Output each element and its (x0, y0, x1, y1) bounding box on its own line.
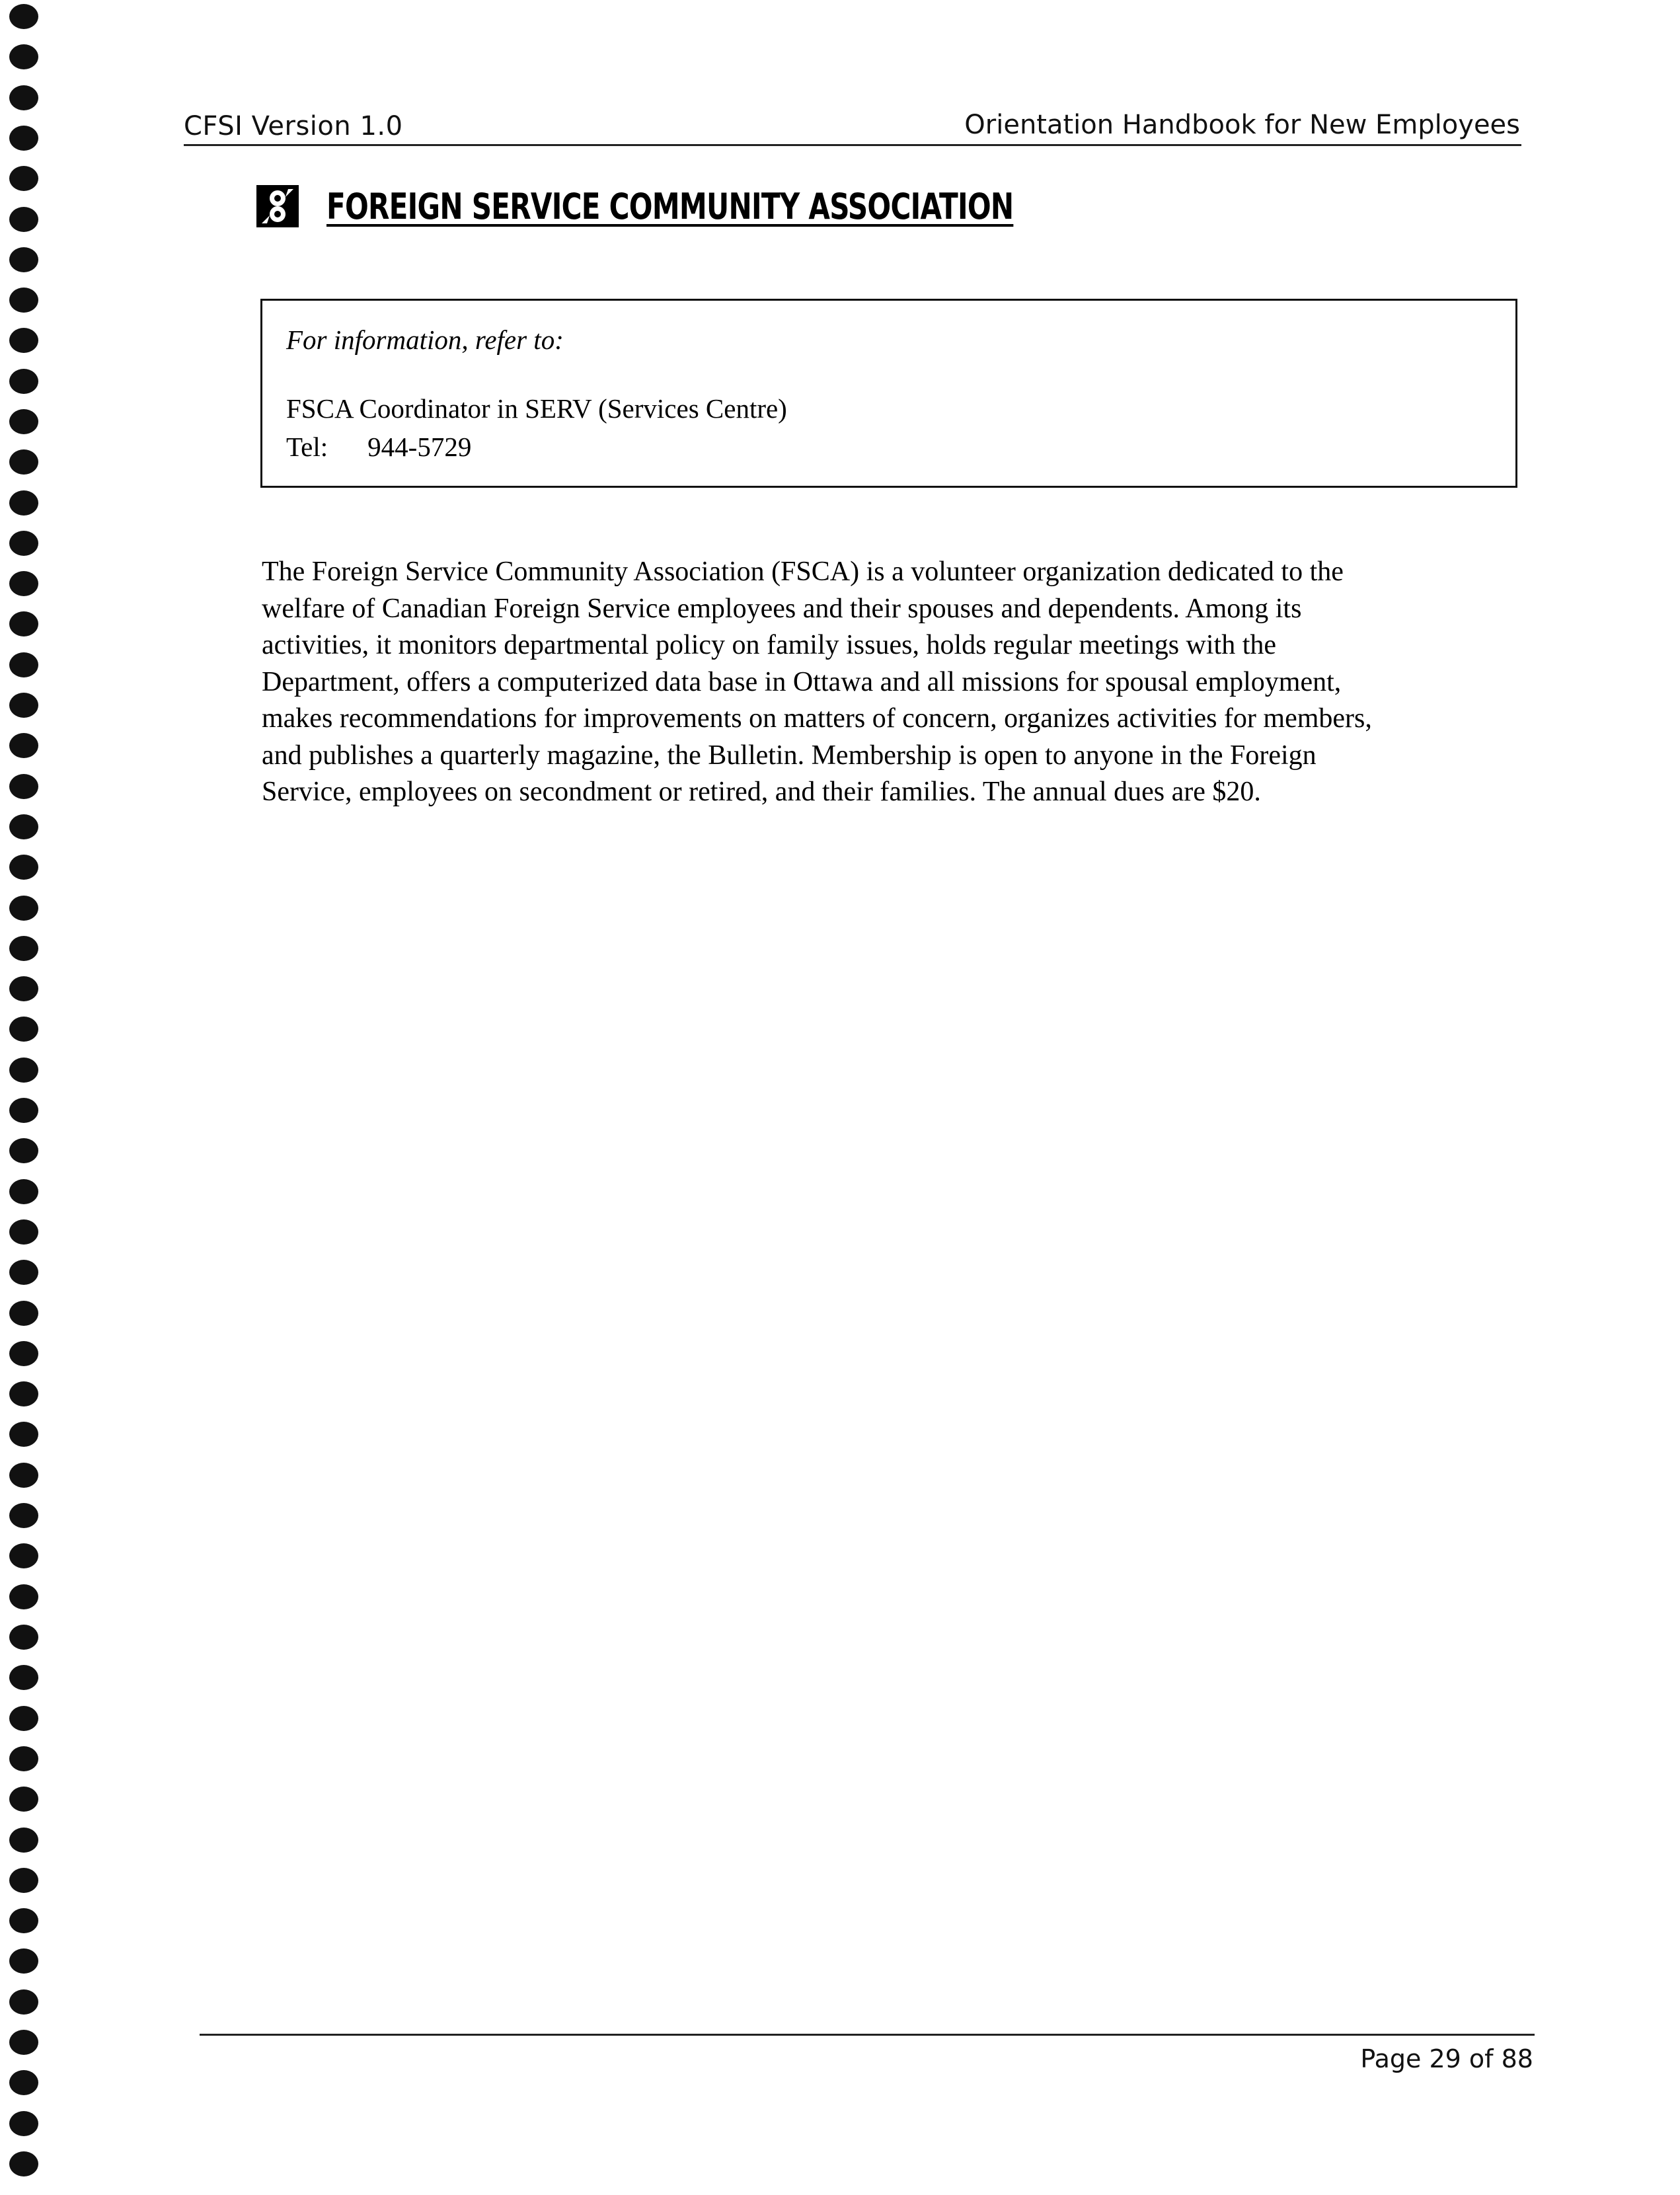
binding-hole (9, 1746, 38, 1771)
binding-hole (9, 44, 38, 69)
binding-hole (9, 733, 38, 758)
binding-hole (9, 1422, 38, 1447)
binding-hole (9, 85, 38, 110)
binding-hole (9, 1058, 38, 1083)
binding-hole (9, 1341, 38, 1366)
binding-hole (9, 369, 38, 394)
binding-hole (9, 126, 38, 151)
binding-hole (9, 1179, 38, 1204)
contact-name: FSCA Coordinator in SERV (Services Centre) (286, 393, 787, 424)
binding-hole (9, 1138, 38, 1163)
binding-hole (9, 855, 38, 880)
binding-hole (9, 531, 38, 556)
binding-hole (9, 449, 38, 475)
binding-hole (9, 2030, 38, 2055)
binding-hole (9, 2111, 38, 2136)
tel-label: Tel: (286, 432, 328, 462)
binding-hole (9, 1098, 38, 1123)
binding-hole (9, 936, 38, 961)
binding-hole (9, 4, 38, 29)
binding-hole (9, 1948, 38, 1974)
binding-hole (9, 1706, 38, 1731)
binding-hole (9, 207, 38, 232)
section-heading (255, 180, 1207, 233)
binding-hole (9, 611, 38, 636)
binding-hole (9, 1543, 38, 1568)
binding-hole (9, 1301, 38, 1326)
binding-hole (9, 774, 38, 799)
binding-hole (9, 409, 38, 434)
binding-hole (9, 1828, 38, 1853)
binding-hole (9, 1665, 38, 1690)
binding-hole (9, 1219, 38, 1245)
section-title: FOREIGN SERVICE COMMUNITY ASSOCIATION (326, 185, 1014, 227)
footer-divider (200, 2034, 1535, 2036)
binding-hole (9, 1989, 38, 2015)
tel-value: 944-5729 (367, 432, 472, 462)
binding-hole (9, 571, 38, 596)
binding-hole (9, 1463, 38, 1488)
binding-hole (9, 1260, 38, 1285)
binding-hole (9, 896, 38, 921)
binding-hole (9, 2070, 38, 2095)
binding-hole (9, 693, 38, 718)
binding-hole (9, 1584, 38, 1609)
body-paragraph: The Foreign Service Community Association (FSCA) is a volunteer organization dedicated to the welfare of Canadian Foreign Service employees and their spouses and dependents. Among its activities, it monitors departmental policy on family issues, holds regular meetings with the Department, offers a computerized data base in Ottawa and all missions for spousal employment, makes recommendations for improvements on matters of concern, organizes activities for members, and publishes a quarterly magazine, the Bulletin. Membership is open to anyone in the Foreign Service, employees on secondment or retired, and their families. The annual dues are $20. (262, 557, 1372, 807)
binding-hole (9, 1908, 38, 1933)
fsca-logo-icon (255, 184, 300, 229)
binding-hole (9, 1787, 38, 1812)
page-number: Page 29 of 88 (1360, 2044, 1533, 2073)
binding-hole (9, 976, 38, 1001)
header-version: CFSI Version 1.0 (184, 111, 403, 141)
spacer (286, 359, 1492, 389)
header-document-title: Orientation Handbook for New Employees (964, 110, 1520, 140)
info-heading: For information, refer to: (286, 325, 564, 355)
binding-hole (9, 1503, 38, 1528)
binding-hole (9, 288, 38, 313)
binding-hole (9, 328, 38, 353)
binding-hole (9, 814, 38, 839)
binding-hole (9, 2151, 38, 2176)
binding-hole (9, 1625, 38, 1650)
binding-hole (9, 652, 38, 677)
binding-hole (9, 1381, 38, 1406)
contact-info-box (260, 299, 1517, 488)
contact-phone-row (286, 428, 1492, 466)
binding-hole (9, 166, 38, 191)
binding-hole (9, 1868, 38, 1893)
binding-hole (9, 247, 38, 272)
header-divider (184, 144, 1521, 146)
binding-hole (9, 490, 38, 516)
binding-hole (9, 1017, 38, 1042)
spiral-binding (0, 0, 40, 2195)
